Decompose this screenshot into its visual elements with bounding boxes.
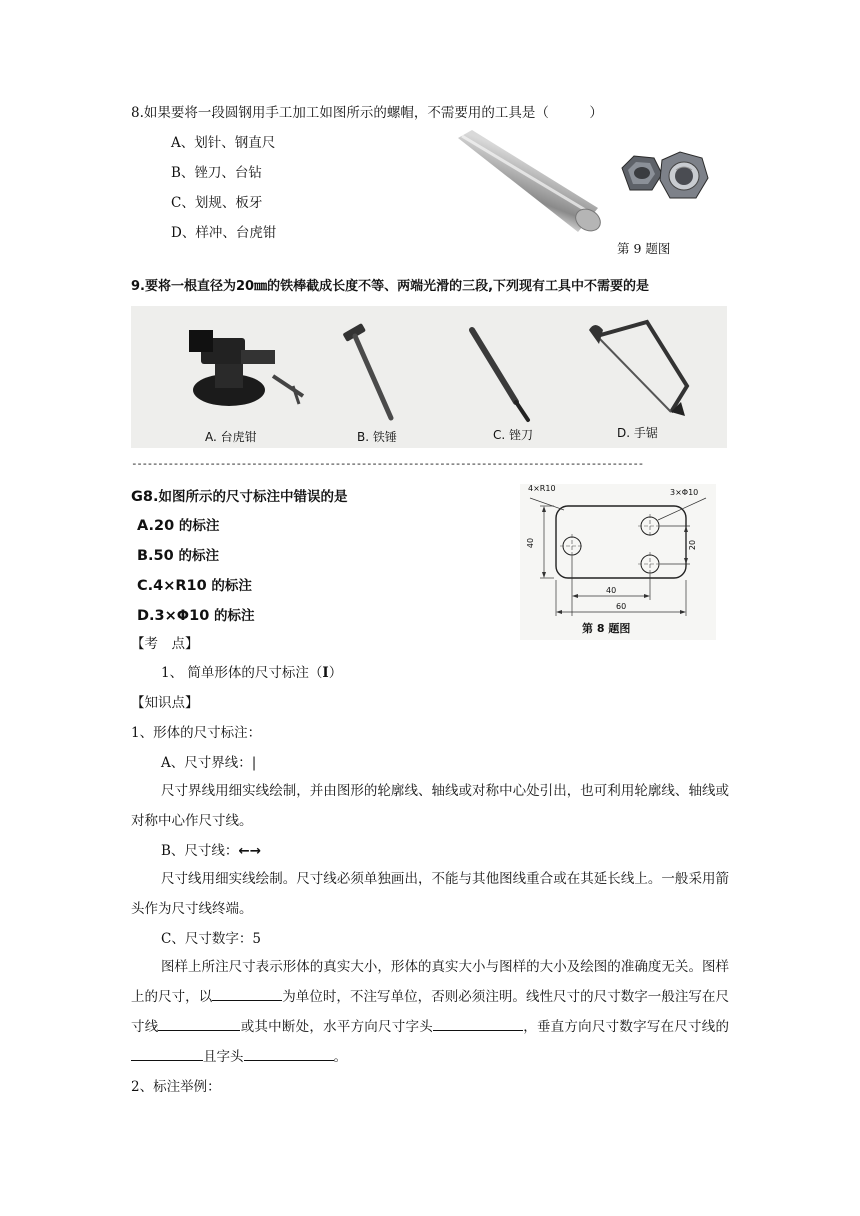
kaodian-item	[161, 664, 342, 682]
hammer-icon	[341, 322, 401, 422]
b-paragraph: 尺寸线用细实线绘制。尺寸线必须单独画出，不能与其他图线重合或在其延长线上。一般采用箭头作为尺寸线终端。	[131, 871, 729, 917]
tool-label-a: A. 台虎钳	[205, 430, 257, 444]
g8-option-c-value: C.4×R10	[137, 578, 207, 594]
dim-20-vertical: 20	[688, 539, 698, 551]
q9-stem: 9.要将一根直径为20㎜的铁棒截成长度不等、两端光滑的三段,下列现有工具中不需要的是	[131, 279, 650, 294]
q8-option-c: C、划规、板牙	[171, 195, 263, 211]
file-tool-icon	[466, 324, 536, 424]
steel-rod-image	[452, 128, 602, 236]
kaodian-item-level: I	[322, 665, 329, 681]
fill-blank-unit	[212, 986, 282, 1001]
q8-option-a: A、划针、钢直尺	[171, 135, 276, 151]
fill-blank-side	[131, 1046, 203, 1061]
label-4xR10: 4×R10	[528, 484, 556, 493]
q9-figure-caption: 第 9 题图	[617, 241, 671, 256]
tool-label-d: D. 手锯	[617, 426, 658, 440]
a-label: A、尺寸界线：|	[161, 755, 257, 771]
tool-label-c: C. 锉刀	[493, 428, 534, 442]
b-label	[161, 842, 261, 860]
section-divider: --------------------------------------------------------------------------------------------------	[131, 457, 643, 470]
dimension-drawing-lines	[520, 484, 716, 640]
zhishidian-sub2: 2、标注举例：	[131, 1079, 221, 1095]
g8-option-a-value: A.20	[137, 518, 175, 534]
g8-question: 如图所示的尺寸标注中错误的是	[158, 489, 348, 505]
vise-icon	[181, 320, 311, 420]
c-text-6: 。	[333, 1049, 347, 1065]
g8-option-b-value: B.50	[137, 548, 174, 564]
fill-blank-position	[158, 1016, 240, 1031]
g8-option-d-value: D.3×Φ10	[137, 608, 210, 624]
a-paragraph: 尺寸界线用细实线绘制，并由图形的轮廓线、轴线或对称中心处引出，也可利用轮廓线、轴线或对称中心作尺寸线。	[131, 783, 729, 829]
fill-blank-vertical-head	[244, 1046, 334, 1061]
c-text-3: 或其中断处，水平方向尺寸字头	[240, 1019, 433, 1035]
b-label-text: B、尺寸线：	[161, 843, 239, 859]
tool-label-b: B. 铁锤	[357, 430, 397, 444]
g8-option-b	[137, 547, 219, 565]
dimension-drawing	[520, 484, 716, 640]
dim-40-horizontal: 40	[606, 586, 617, 595]
kaodian-item-close: ）	[328, 665, 343, 681]
c-paragraph	[131, 952, 729, 1072]
g8-option-b-text: 的标注	[173, 548, 219, 564]
q8-option-b: B、锉刀、台钻	[171, 165, 262, 181]
g8-option-d-text: 的标注	[209, 608, 255, 624]
q8-stem: 8.如果要将一段圆钢用手工加工如图所示的螺帽，不需要用的工具是（ ）	[131, 105, 603, 121]
g8-option-a-text: 的标注	[174, 518, 220, 534]
g8-option-a	[137, 517, 219, 535]
dim-60-horizontal: 60	[616, 602, 627, 611]
g8-option-c	[137, 577, 252, 595]
g8-option-c-text: 的标注	[206, 578, 252, 594]
dim-40-vertical: 40	[526, 537, 536, 549]
tools-image	[131, 306, 727, 448]
c-text-5: 且字头	[203, 1049, 244, 1065]
kaodian-heading: 【考 点】	[131, 636, 199, 652]
zhishidian-heading: 【知识点】	[131, 695, 199, 711]
fill-blank-horizontal-head	[433, 1016, 523, 1031]
c-text-4: ，垂直方向尺寸数字写在尺寸线的	[522, 1019, 729, 1035]
label-3xPhi10: 3×Φ10	[670, 488, 699, 497]
c-text-1: 图样上所注尺寸表示形体的真实大小，形体的真实大小与图样的大小及绘图的准确度无关。图样上的尺寸，以	[131, 959, 729, 1005]
arrow-symbol: ←→	[238, 843, 262, 859]
c-label: C、尺寸数字：5	[161, 931, 261, 947]
hacksaw-icon	[587, 316, 697, 424]
g8-number: G8.	[131, 489, 159, 505]
hex-nuts-image	[618, 150, 710, 206]
kaodian-item-text: 1、 简单形体的尺寸标注（	[161, 665, 323, 681]
zhishidian-sub1: 1、形体的尺寸标注：	[131, 725, 262, 741]
c-text-2: 为单位时，不注写单位，否则必须注明。线性尺寸的尺寸数字一般注写在尺寸线	[131, 989, 730, 1035]
g8-figure-caption: 第 8 题图	[582, 622, 631, 635]
g8-option-d	[137, 607, 255, 625]
g8-stem	[131, 488, 348, 506]
q8-option-d: D、样冲、台虎钳	[171, 225, 277, 241]
